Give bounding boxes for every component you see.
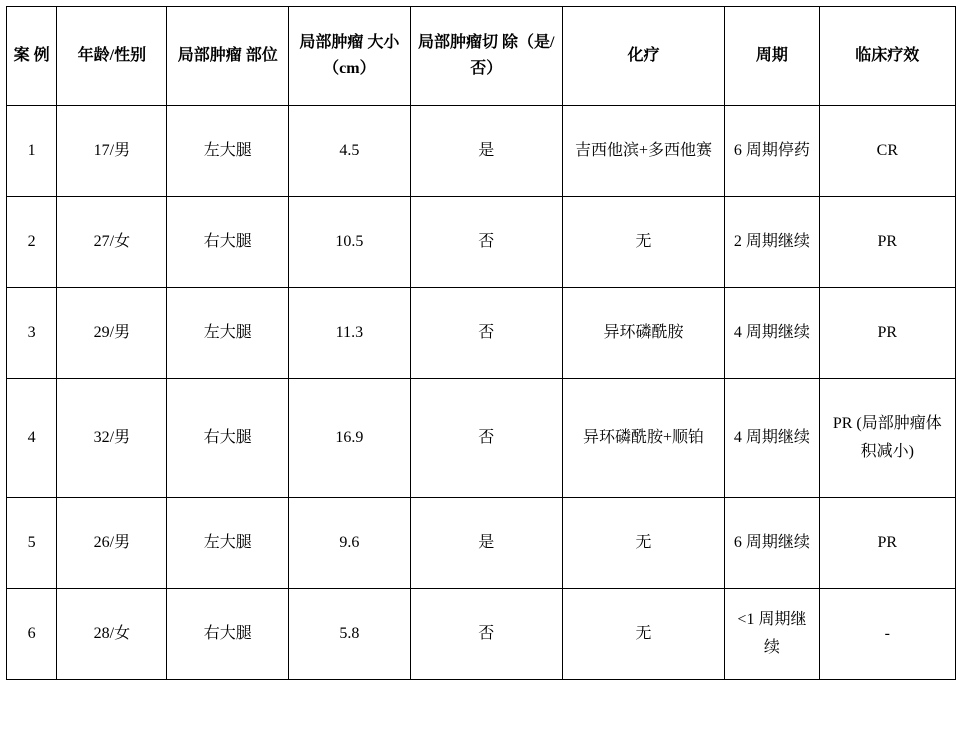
cell-response: - xyxy=(819,589,955,680)
cell-resection: 否 xyxy=(410,589,562,680)
cell-case: 1 xyxy=(7,106,57,197)
cell-size: 9.6 xyxy=(289,498,411,589)
cell-cycles: 4 周期继续 xyxy=(725,288,819,379)
table-body xyxy=(7,106,956,680)
cell-chemo: 无 xyxy=(562,197,725,288)
cell-age-sex: 27/女 xyxy=(57,197,167,288)
cell-cycles: 4 周期继续 xyxy=(725,379,819,498)
cell-age-sex: 17/男 xyxy=(57,106,167,197)
cell-size: 11.3 xyxy=(289,288,411,379)
column-header-case: 案 例 xyxy=(7,7,57,106)
table-header xyxy=(7,7,956,106)
cell-case: 2 xyxy=(7,197,57,288)
cell-resection: 是 xyxy=(410,498,562,589)
cell-response: PR xyxy=(819,498,955,589)
cell-cycles: <1 周期继续 xyxy=(725,589,819,680)
table-row xyxy=(7,379,956,498)
cell-chemo: 无 xyxy=(562,589,725,680)
table-row xyxy=(7,288,956,379)
cell-response: PR (局部肿瘤体积减小) xyxy=(819,379,955,498)
cell-resection: 否 xyxy=(410,197,562,288)
cell-site: 左大腿 xyxy=(167,288,289,379)
cell-age-sex: 28/女 xyxy=(57,589,167,680)
cell-chemo: 异环磷酰胺 xyxy=(562,288,725,379)
cell-response: PR xyxy=(819,197,955,288)
table-row xyxy=(7,106,956,197)
cell-age-sex: 29/男 xyxy=(57,288,167,379)
cell-cycles: 6 周期停药 xyxy=(725,106,819,197)
table-row xyxy=(7,197,956,288)
cell-cycles: 6 周期继续 xyxy=(725,498,819,589)
table-row xyxy=(7,589,956,680)
cell-case: 6 xyxy=(7,589,57,680)
cell-size: 4.5 xyxy=(289,106,411,197)
column-header-cycles: 周期 xyxy=(725,7,819,106)
cell-case: 5 xyxy=(7,498,57,589)
cell-site: 右大腿 xyxy=(167,379,289,498)
cell-size: 10.5 xyxy=(289,197,411,288)
cell-age-sex: 32/男 xyxy=(57,379,167,498)
column-header-resection: 局部肿瘤切 除（是/否） xyxy=(410,7,562,106)
cell-cycles: 2 周期继续 xyxy=(725,197,819,288)
clinical-cases-table xyxy=(6,6,956,680)
cell-chemo: 无 xyxy=(562,498,725,589)
cell-resection: 否 xyxy=(410,379,562,498)
cell-site: 左大腿 xyxy=(167,498,289,589)
cell-site: 右大腿 xyxy=(167,197,289,288)
table-header-row xyxy=(7,7,956,106)
cell-size: 5.8 xyxy=(289,589,411,680)
cell-age-sex: 26/男 xyxy=(57,498,167,589)
cell-chemo: 异环磷酰胺+顺铂 xyxy=(562,379,725,498)
cell-response: CR xyxy=(819,106,955,197)
column-header-response: 临床疗效 xyxy=(819,7,955,106)
cell-resection: 是 xyxy=(410,106,562,197)
cell-size: 16.9 xyxy=(289,379,411,498)
cell-case: 4 xyxy=(7,379,57,498)
column-header-size: 局部肿瘤 大小（cm） xyxy=(289,7,411,106)
cell-site: 右大腿 xyxy=(167,589,289,680)
cell-response: PR xyxy=(819,288,955,379)
column-header-chemo: 化疗 xyxy=(562,7,725,106)
cell-chemo: 吉西他滨+多西他赛 xyxy=(562,106,725,197)
cell-site: 左大腿 xyxy=(167,106,289,197)
column-header-site: 局部肿瘤 部位 xyxy=(167,7,289,106)
table-row xyxy=(7,498,956,589)
cell-resection: 否 xyxy=(410,288,562,379)
column-header-age-sex: 年龄/性别 xyxy=(57,7,167,106)
cell-case: 3 xyxy=(7,288,57,379)
